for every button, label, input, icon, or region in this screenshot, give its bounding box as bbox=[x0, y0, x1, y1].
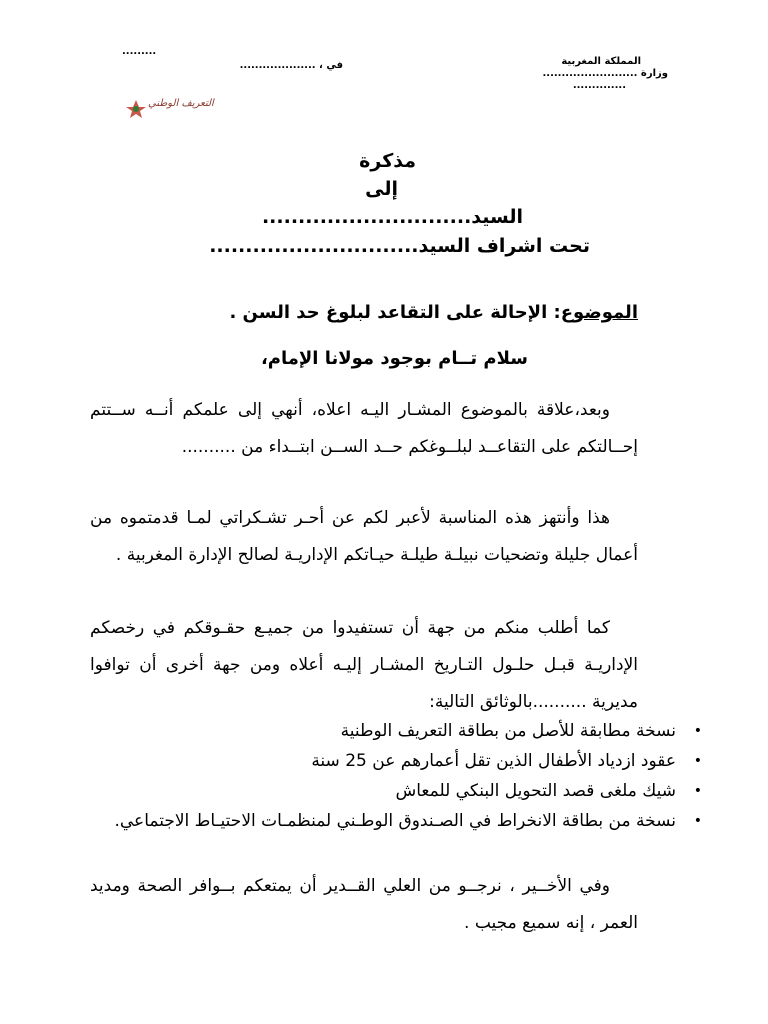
subject-label: الموضوع bbox=[560, 302, 638, 323]
document-item-label: شيك ملغى قصد التحويل البنكي للمعاش bbox=[395, 781, 676, 801]
list-item bbox=[90, 806, 710, 836]
reference-dots: ......... bbox=[122, 46, 157, 57]
to-label: إلى bbox=[365, 178, 398, 200]
ministry-label: وزارة ......................... bbox=[542, 68, 668, 79]
paragraph-notification: وبعد،علاقة بالموضوع المشـار اليـه اعلاه، أنهي إلى علمكم أنــه ســتتم إحــالتكم على التقاعــد لبلــوغكم حــد الســن ابتــداء من .......... bbox=[90, 400, 638, 457]
mister-line: السيد............................. bbox=[261, 206, 523, 228]
document-item-label: نسخة من بطاقة الانخراط في الصـندوق الوطـني لمنظمـات الاحتيـاط الاجتماعي. bbox=[114, 811, 676, 831]
subject-text: : الإحالة على التقاعد لبلوغ حد السن . bbox=[229, 302, 561, 323]
document-item-label: نسخة مطابقة للأصل من بطاقة التعريف الوطنية bbox=[340, 721, 676, 741]
documents-list bbox=[90, 716, 710, 836]
list-item bbox=[90, 746, 710, 776]
paragraph-request: كما أطلب منكم من جهة أن تستفيدوا من جميـع حقـوقكم في رخصكم الإداريـة قبـل حلـول التـاريخ المشـار إليـه أعلاه ومن جهة أخرى أن توافوا مديرية ..........بالوثائق التالية: bbox=[90, 618, 638, 712]
bullet-icon: • bbox=[693, 753, 702, 769]
list-item bbox=[90, 776, 710, 806]
supervision-line: تحت اشراف السيد............................. bbox=[209, 235, 590, 257]
kingdom-label: المملكة المغربية bbox=[561, 56, 641, 67]
paragraph-closing: وفي الأخــير ، نرجــو من العلي القــدير أن يمتعكم بــوافر الصحة ومديد العمر ، إنه سميع مجيب . bbox=[90, 876, 638, 933]
place-date-label: في ، .................... bbox=[239, 60, 343, 71]
memo-title: مذكرة bbox=[359, 150, 416, 172]
bullet-icon: • bbox=[693, 813, 702, 829]
bullet-icon: • bbox=[693, 723, 702, 739]
logo bbox=[122, 96, 214, 122]
logo-text: التعريف الوطني bbox=[148, 98, 214, 109]
ministry-sub-dots: .............. bbox=[572, 80, 626, 91]
bullet-icon: • bbox=[693, 783, 702, 799]
subject-line bbox=[229, 302, 638, 323]
paragraph-thanks: هذا وأنتهز هذه المناسبة لأعبر لكم عن أحـر تشـكراتي لمـا قدمتموه من أعمال جليلة وتضحيات نبيلـة طيلـة حيـاتكم الإداريـة لصالح الإدارة المغربية . bbox=[90, 508, 638, 565]
list-item bbox=[90, 716, 710, 746]
document-item-label: عقود ازدياد الأطفال الذين تقل أعمارهم عن 25 سنة bbox=[311, 751, 676, 771]
greeting: سلام تــام بوجود مولانا الإمام، bbox=[260, 348, 528, 369]
